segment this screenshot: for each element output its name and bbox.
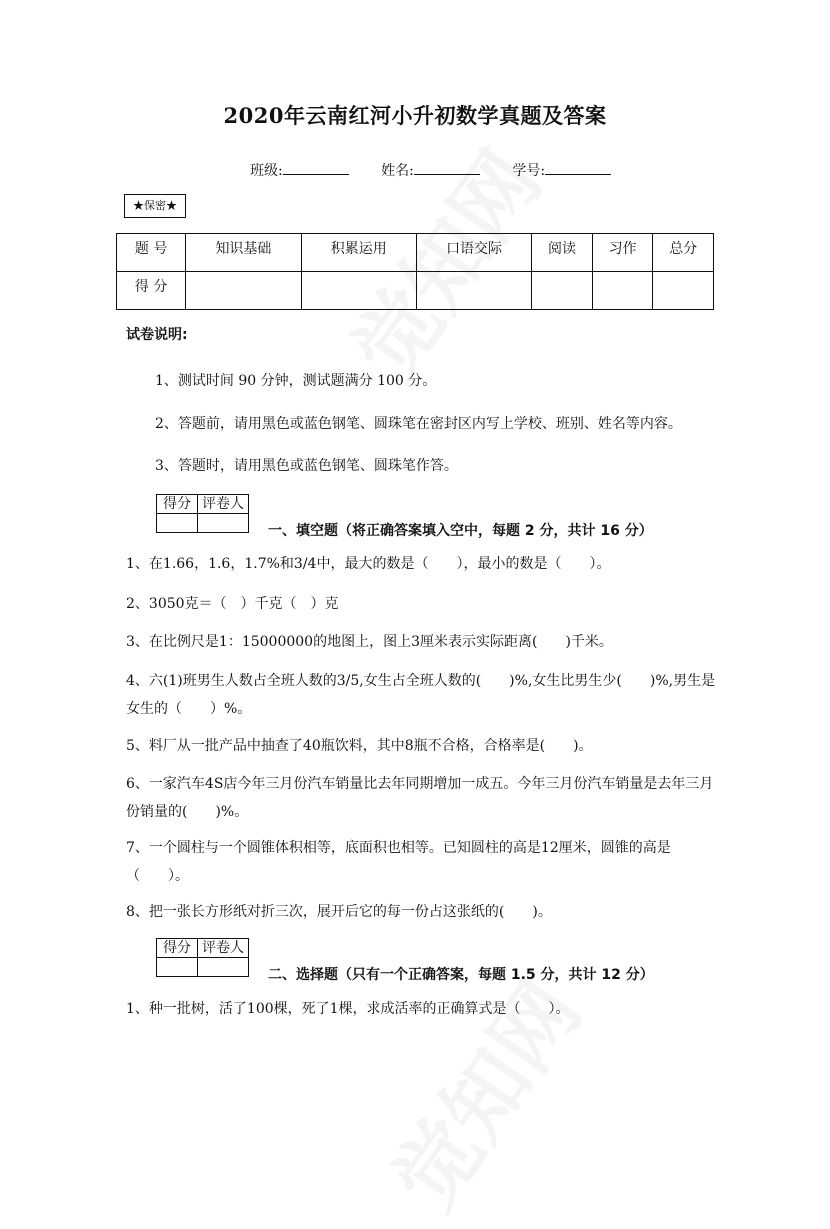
- grader-score-cell[interactable]: [157, 958, 198, 977]
- score-table: [116, 233, 714, 310]
- class-field[interactable]: [250, 163, 349, 179]
- instructions-heading: 试卷说明:: [126, 327, 188, 343]
- score-header-cell: 口语交际: [416, 234, 531, 272]
- grader-name-cell[interactable]: [198, 958, 249, 977]
- grader-name-label: 评卷人: [198, 939, 249, 958]
- score-cell[interactable]: [653, 272, 714, 310]
- score-header-cell: 积累运用: [301, 234, 416, 272]
- name-field[interactable]: [381, 163, 480, 179]
- score-cell[interactable]: [186, 272, 301, 310]
- question-item: 8、把一张长方形纸对折三次，展开后它的每一份占这张纸的( )。: [126, 904, 552, 920]
- instruction-item: 3、答题时，请用黑色或蓝色钢笔、圆珠笔作答。: [155, 458, 458, 474]
- question-item: 7、一个圆柱与一个圆锥体积相等，底面积也相等。已知圆柱的高是12厘米，圆锥的高是（ ）。: [126, 840, 671, 884]
- score-header-cell: 阅读: [532, 234, 593, 272]
- section2-heading: 二、选择题（只有一个正确答案，每题 1.5 分，共计 12 分）: [268, 967, 654, 983]
- grader-name-label: 评卷人: [198, 495, 249, 514]
- score-cell[interactable]: [532, 272, 593, 310]
- question-item: 4、六(1)班男生人数占全班人数的3/5,女生占全班人数的( )%,女生比男生少( )%,男生是女生的（ ）%。: [126, 673, 716, 717]
- score-header-cell: 习作: [592, 234, 653, 272]
- grader-score-label: 得分: [157, 495, 198, 514]
- score-header-cell: 题 号: [117, 234, 186, 272]
- section1-heading: 一、填空题（将正确答案填入空中，每题 2 分，共计 16 分）: [268, 523, 653, 539]
- student-id-label: 学号:: [512, 163, 546, 179]
- question-item: 3、在比例尺是1：15000000的地图上，图上3厘米表示实际距离( )千米。: [126, 634, 613, 650]
- score-table-header-row: [117, 234, 714, 272]
- page-title: 2020年云南红河小升初数学真题及答案: [223, 103, 607, 128]
- grader-score-label: 得分: [157, 939, 198, 958]
- question-item: 6、一家汽车4S店今年三月份汽车销量比去年同期增加一成五。今年三月份汽车销量是去年三月份销量的( )%。: [126, 776, 714, 820]
- grader-box: [156, 938, 249, 977]
- score-row-label: 得 分: [117, 272, 186, 310]
- grader-box: [156, 494, 249, 533]
- score-cell[interactable]: [416, 272, 531, 310]
- question-item: 1、在1.66，1.6，1.7%和3/4中，最大的数是（ ），最小的数是（ ）。: [126, 556, 611, 572]
- instruction-item: 2、答题前，请用黑色或蓝色钢笔、圆珠笔在密封区内写上学校、班别、姓名等内容。: [155, 416, 682, 432]
- name-label: 姓名:: [381, 163, 414, 179]
- student-id-field[interactable]: [512, 163, 611, 179]
- question-item: 2、3050克＝（ ）千克（ ）克: [126, 596, 339, 612]
- student-info: [250, 160, 639, 180]
- question-item: 5、料厂从一批产品中抽查了40瓶饮料，其中8瓶不合格，合格率是( )。: [126, 738, 593, 754]
- class-label: 班级:: [250, 163, 283, 179]
- grader-score-cell[interactable]: [157, 514, 198, 533]
- secret-badge: ★保密★: [124, 194, 186, 218]
- score-header-cell: 总分: [653, 234, 714, 272]
- grader-name-cell[interactable]: [198, 514, 249, 533]
- score-cell[interactable]: [301, 272, 416, 310]
- score-cell[interactable]: [592, 272, 653, 310]
- score-header-cell: 知识基础: [186, 234, 301, 272]
- score-table-score-row: [117, 272, 714, 310]
- question-item: 1、种一批树，活了100棵，死了1棵，求成活率的正确算式是（ ）。: [126, 1001, 570, 1017]
- instruction-item: 1、测试时间 90 分钟，测试题满分 100 分。: [155, 373, 437, 389]
